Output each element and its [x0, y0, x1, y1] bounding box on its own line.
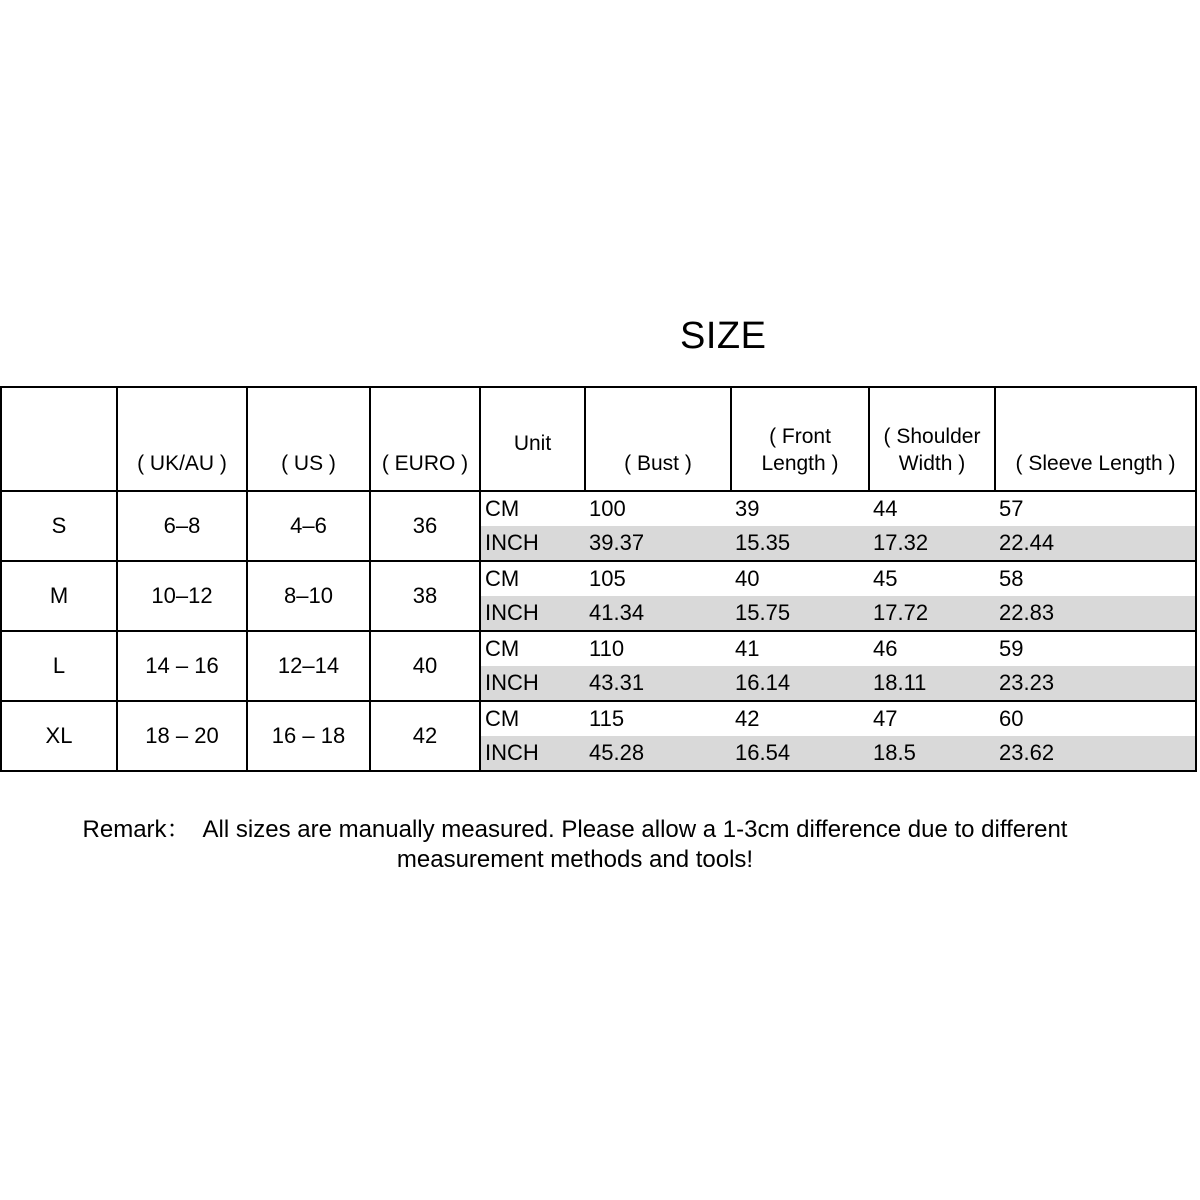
sleeve-cm-xl: 60 [999, 706, 1024, 731]
euro-cell-l: 40 [370, 631, 480, 701]
remark-text: Remark： All sizes are manually measured. Please allow a 1-3cm difference due to different measurement methods and tools! [82, 816, 1068, 873]
row-s-cm [1, 491, 1196, 526]
header-bust: ( Bust ) [585, 387, 731, 491]
row-m-cm [1, 561, 1196, 596]
row-xl-cm [1, 701, 1196, 736]
header-front-length: ( Front Length ) [731, 387, 869, 491]
size-cell-s: S [1, 491, 117, 561]
shoulder-inch-m: 17.72 [869, 596, 995, 631]
shoulder-cm-m: 45 [873, 566, 898, 591]
shoulder-inch-xl: 18.5 [869, 736, 995, 771]
bust-cm-xl: 115 [589, 706, 625, 731]
shoulder-cm-xl: 47 [873, 706, 898, 731]
shoulder-cm-l: 46 [873, 636, 898, 661]
unit-label-cm: CM [485, 706, 520, 731]
front-cm-m: 40 [735, 566, 760, 591]
us-cell-m: 8–10 [247, 561, 370, 631]
sleeve-cm-m: 58 [999, 566, 1024, 591]
front-inch-xl: 16.54 [731, 736, 869, 771]
bust-inch-xl: 45.28 [585, 736, 731, 771]
euro-cell-xl: 42 [370, 701, 480, 771]
bust-cm-l: 110 [589, 636, 625, 661]
shoulder-inch-s: 17.32 [869, 526, 995, 561]
ukau-cell-l: 14 – 16 [117, 631, 247, 701]
sleeve-inch-m: 22.83 [995, 596, 1196, 631]
us-cell-xl: 16 – 18 [247, 701, 370, 771]
front-cm-xl: 42 [735, 706, 760, 731]
shoulder-cm-s: 44 [873, 496, 898, 521]
size-table [0, 386, 1197, 772]
sleeve-cm-l: 59 [999, 636, 1024, 661]
header-sleeve-length: ( Sleeve Length ) [995, 387, 1196, 491]
header-size-empty [1, 387, 117, 491]
sleeve-inch-xl: 23.62 [995, 736, 1196, 771]
size-cell-xl: XL [1, 701, 117, 771]
euro-cell-m: 38 [370, 561, 480, 631]
shoulder-inch-l: 18.11 [869, 666, 995, 701]
size-cell-m: M [1, 561, 117, 631]
unit-label-inch: INCH [480, 736, 585, 771]
unit-label-cm: CM [485, 636, 520, 661]
header-euro: ( EURO ) [370, 387, 480, 491]
bust-cm-s: 100 [589, 496, 626, 521]
sleeve-cm-s: 57 [999, 496, 1024, 521]
us-cell-l: 12–14 [247, 631, 370, 701]
sleeve-inch-s: 22.44 [995, 526, 1196, 561]
bust-inch-m: 41.34 [585, 596, 731, 631]
page-title: SIZE [680, 315, 767, 357]
row-l-cm [1, 631, 1196, 666]
front-cm-l: 41 [735, 636, 760, 661]
bust-inch-l: 43.31 [585, 666, 731, 701]
ukau-cell-m: 10–12 [117, 561, 247, 631]
unit-label-inch: INCH [480, 526, 585, 561]
front-inch-s: 15.35 [731, 526, 869, 561]
header-unit: Unit [480, 387, 585, 491]
table-header-row [1, 387, 1196, 491]
bust-cm-m: 105 [589, 566, 626, 591]
header-uk-au: ( UK/AU ) [117, 387, 247, 491]
sleeve-inch-l: 23.23 [995, 666, 1196, 701]
bust-inch-s: 39.37 [585, 526, 731, 561]
unit-label-inch: INCH [480, 596, 585, 631]
euro-cell-s: 36 [370, 491, 480, 561]
front-cm-s: 39 [735, 496, 760, 521]
unit-label-cm: CM [485, 566, 520, 591]
unit-label-cm: CM [485, 496, 520, 521]
front-inch-m: 15.75 [731, 596, 869, 631]
size-cell-l: L [1, 631, 117, 701]
header-shoulder-width: ( Shoulder Width ) [869, 387, 995, 491]
ukau-cell-xl: 18 – 20 [117, 701, 247, 771]
ukau-cell-s: 6–8 [117, 491, 247, 561]
header-us: ( US ) [247, 387, 370, 491]
front-inch-l: 16.14 [731, 666, 869, 701]
unit-label-inch: INCH [480, 666, 585, 701]
us-cell-s: 4–6 [247, 491, 370, 561]
